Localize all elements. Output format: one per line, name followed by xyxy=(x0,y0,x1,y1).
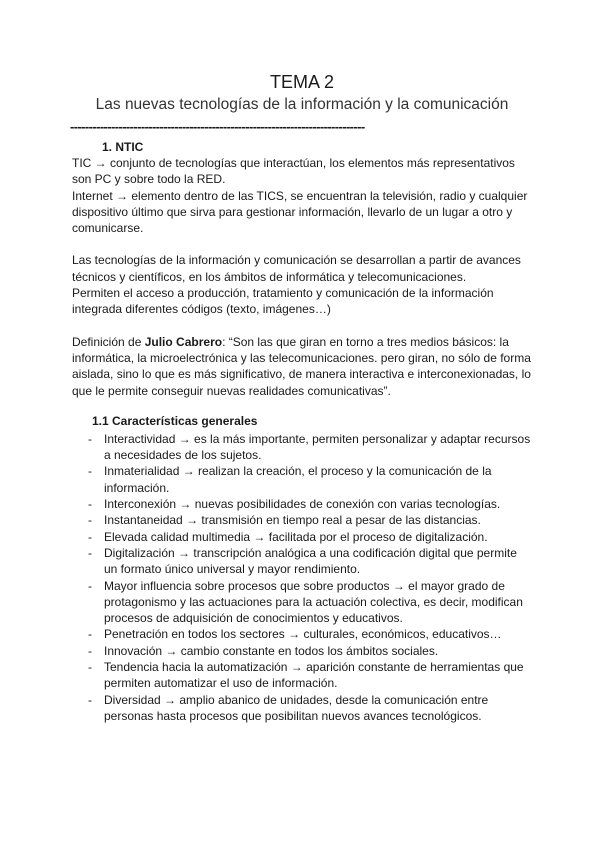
list-item xyxy=(72,545,532,578)
list-item xyxy=(72,659,532,692)
definition-text: : “Son las que giran en torno a tres medios básicos: la informática, la microelectrónica y las telecomunicaciones. pero giran, no sólo de forma aislada, sino lo que es más significativo, de manera interactiva e interconexionadas, lo que le permite conseguir nuevas realidades comunicativas”. xyxy=(72,334,531,398)
list-item-text: Mayor influencia sobre procesos que sobre productos → el mayor grado de protagonismo y las actuaciones para la actuación colectiva, es decir, modifican procesos de adquisición de conocimientos y educativos. xyxy=(104,578,523,626)
document-page xyxy=(72,70,532,724)
dash-marker: - xyxy=(88,660,92,675)
dash-marker: - xyxy=(88,627,92,642)
definition-author: Julio Cabrero xyxy=(144,334,223,349)
list-item-text: Interactividad → es la más importante, permiten personalizar y adaptar recursos a necesidades de los sujetos. xyxy=(104,431,531,463)
dashed-divider: ------------------------------------------------------------------------------- xyxy=(70,120,365,134)
list-item-text: Instantaneidad → transmisión en tiempo real a pesar de las distancias. xyxy=(104,513,481,528)
characteristics-list xyxy=(72,431,532,724)
list-item xyxy=(72,626,532,642)
section-heading-caracteristicas: 1.1 Características generales xyxy=(92,413,258,428)
list-item xyxy=(72,578,532,627)
list-item xyxy=(72,496,532,512)
page-subtitle: Las nuevas tecnologías de la información y la comunicación xyxy=(95,96,509,113)
paragraph-tecnologias: Las tecnologías de la información y comunicación se desarrollan a partir de avances técnicos y científicos, en los ámbitos de informática y telecomunicaciones. xyxy=(72,253,521,284)
dash-marker: - xyxy=(88,431,92,446)
paragraph-permiten: Permiten el acceso a producción, tratamiento y comunicación de la información integrada diferentes códigos (texto, imágenes…) xyxy=(72,286,494,317)
definition-prefix: Definición de xyxy=(72,334,145,349)
dash-marker: - xyxy=(88,529,92,544)
list-item-text: Digitalización → transcripción analógica a una codificación digital que permite un formato único universal y mayor rendimiento. xyxy=(104,545,517,577)
paragraph-definicion xyxy=(72,334,532,399)
list-item xyxy=(72,692,532,725)
dash-marker: - xyxy=(88,692,92,707)
list-item xyxy=(72,529,532,545)
dash-marker: - xyxy=(88,464,92,479)
dash-marker: - xyxy=(88,578,92,593)
list-item xyxy=(72,463,532,496)
section-heading-ntic: 1. NTIC xyxy=(102,140,144,154)
dash-marker: - xyxy=(88,513,92,528)
dash-marker: - xyxy=(88,497,92,512)
list-item-text: Elevada calidad multimedia → facilitada por el proceso de digitalización. xyxy=(104,529,488,544)
list-item-text: Inmaterialidad → realizan la creación, el proceso y la comunicación de la información. xyxy=(104,464,492,495)
list-item-text: Penetración en todos los sectores → culturales, económicos, educativos… xyxy=(104,627,502,642)
list-item-text: Diversidad → amplio abanico de unidades, desde la comunicación entre personas hasta procesos que posibilitan nuevos avances tecnológicos. xyxy=(104,692,489,723)
list-item-text: Interconexión → nuevas posibilidades de conexión con varias tecnologías. xyxy=(104,497,501,512)
list-item xyxy=(72,431,532,464)
list-item-text: Tendencia hacia la automatización → aparición constante de herramientas que permiten automatizar el uso de información. xyxy=(104,660,524,691)
list-item xyxy=(72,643,532,659)
dash-marker: - xyxy=(88,643,92,658)
paragraph-internet: Internet → elemento dentro de las TICS, se encuentran la televisión, radio y cualquier dispositivo último que sirva para gestionar información, llevarlo de un lugar a otro y comunicarse. xyxy=(72,188,528,236)
dash-marker: - xyxy=(88,545,92,560)
list-item xyxy=(72,512,532,528)
paragraph-tic: TIC → conjunto de tecnologías que interactúan, los elementos más representativos son PC y sobre todo la RED. xyxy=(72,156,515,187)
page-title: TEMA 2 xyxy=(269,72,335,92)
list-item-text: Innovación → cambio constante en todos los ámbitos sociales. xyxy=(104,643,439,658)
